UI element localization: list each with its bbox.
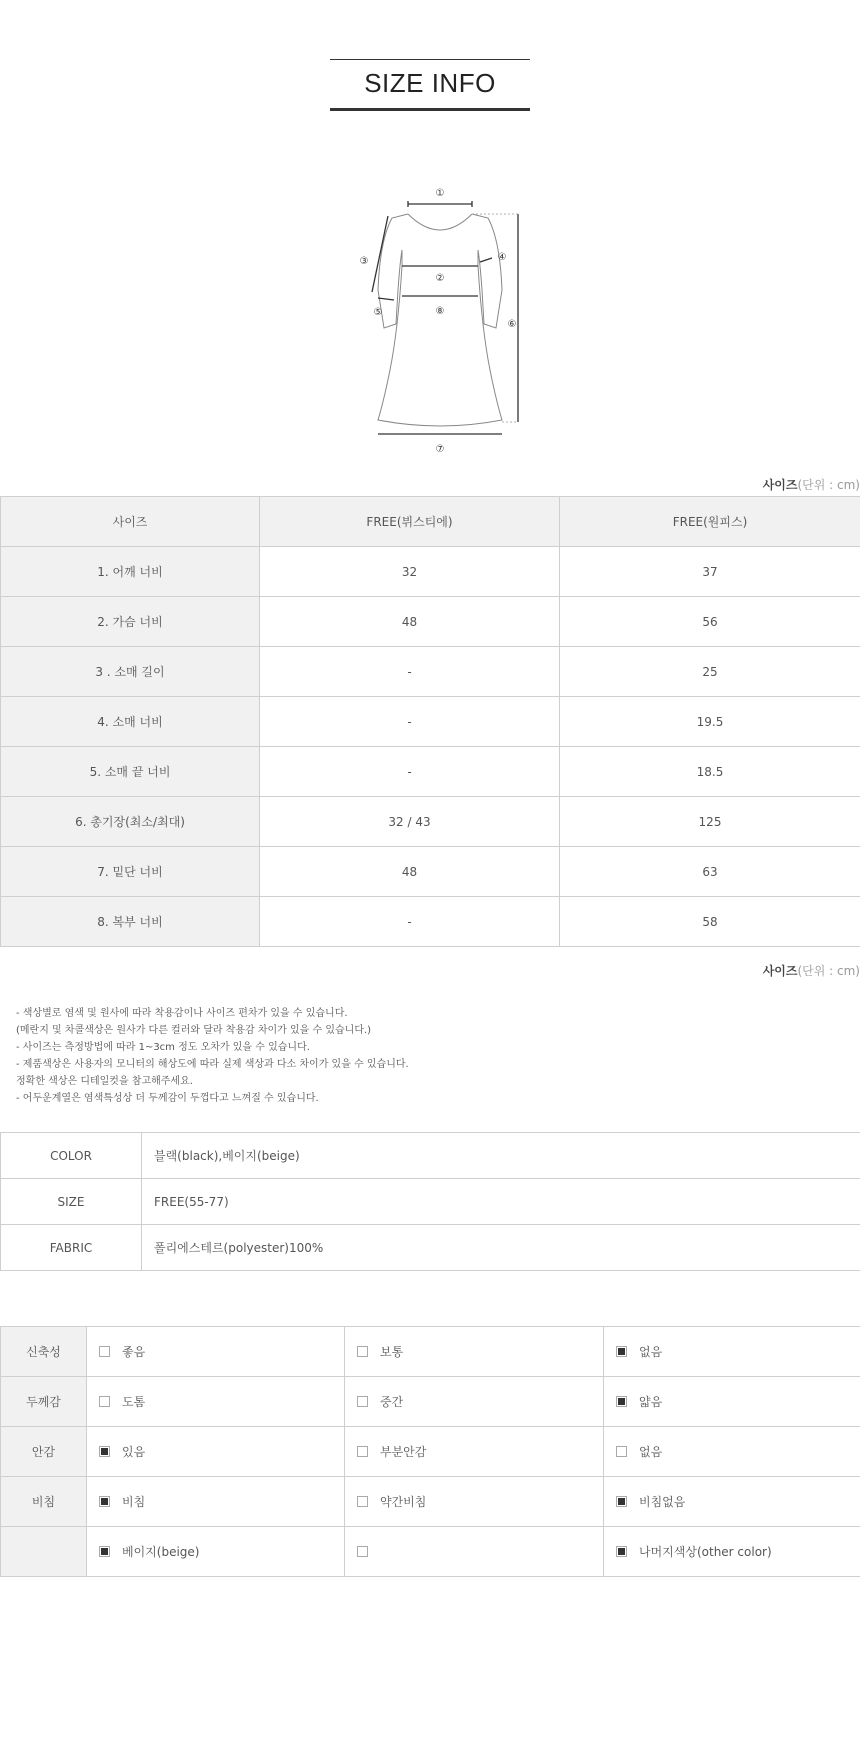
option-label: 중간 — [380, 1395, 404, 1409]
measure-name: 3 . 소매 길이 — [1, 647, 260, 697]
feel-key: 비침 — [1, 1477, 87, 1527]
note-line: - 제품색상은 사용자의 모니터의 해상도에 따라 실제 색상과 다소 차이가 있을 수 있습니다. — [16, 1059, 409, 1070]
size-notes — [16, 1005, 409, 1107]
option-label: 없음 — [639, 1445, 663, 1459]
feel-row — [1, 1377, 860, 1427]
product-info-table — [0, 1132, 860, 1271]
checkbox-icon — [357, 1396, 368, 1407]
table-row — [1, 797, 860, 847]
marker-2: ② — [435, 273, 445, 284]
feel-option — [345, 1377, 604, 1427]
measure-value: 48 — [260, 847, 560, 897]
measure-value: - — [260, 647, 560, 697]
option-label: 나머지색상(other color) — [639, 1545, 772, 1559]
measure-name: 4. 소매 너비 — [1, 697, 260, 747]
checkbox-icon — [616, 1446, 627, 1457]
feel-key: 신축성 — [1, 1327, 87, 1377]
fabric-feel-table — [0, 1326, 860, 1577]
checkbox-icon — [357, 1446, 368, 1457]
measure-name: 5. 소매 끝 너비 — [1, 747, 260, 797]
info-row-size — [1, 1179, 860, 1225]
option-label: 있음 — [122, 1445, 146, 1459]
unit-label-bold: 사이즈 — [762, 964, 798, 978]
feel-row — [1, 1527, 860, 1577]
feel-option — [87, 1327, 345, 1377]
table-row — [1, 747, 860, 797]
info-key: SIZE — [1, 1179, 142, 1225]
marker-7: ⑦ — [435, 444, 445, 455]
checkbox-icon — [616, 1546, 627, 1557]
size-info-header — [330, 59, 530, 111]
measure-name: 2. 가슴 너비 — [1, 597, 260, 647]
option-label: 약간비침 — [380, 1495, 427, 1509]
checkbox-icon — [616, 1396, 627, 1407]
info-row-fabric — [1, 1225, 860, 1271]
measure-value: 19.5 — [560, 697, 860, 747]
marker-4: ④ — [497, 252, 507, 263]
feel-row — [1, 1427, 860, 1477]
info-value: 블랙(black),베이지(beige) — [142, 1133, 860, 1179]
measure-sleeve-width-line — [480, 258, 492, 262]
size-header-cell: FREE(뷔스티에) — [260, 497, 560, 547]
note-line: 정확한 색상은 디테일컷을 참고해주세요. — [16, 1076, 193, 1087]
feel-option — [345, 1427, 604, 1477]
feel-key — [1, 1527, 87, 1577]
feel-option — [604, 1427, 860, 1477]
feel-option — [604, 1527, 860, 1577]
checkbox-icon — [357, 1346, 368, 1357]
feel-option — [345, 1327, 604, 1377]
measure-value: 48 — [260, 597, 560, 647]
table-row — [1, 697, 860, 747]
checkbox-icon — [616, 1346, 627, 1357]
size-table — [0, 496, 860, 947]
checkbox-icon — [357, 1546, 368, 1557]
note-line: - 사이즈는 측정방법에 따라 1~3cm 정도 오차가 있을 수 있습니다. — [16, 1042, 310, 1053]
marker-6: ⑥ — [507, 319, 517, 330]
feel-option — [87, 1377, 345, 1427]
info-value: FREE(55-77) — [142, 1179, 860, 1225]
size-header-cell: 사이즈 — [1, 497, 260, 547]
feel-option — [345, 1477, 604, 1527]
info-value: 폴리에스테르(polyester)100% — [142, 1225, 860, 1271]
measure-value: 125 — [560, 797, 860, 847]
option-label: 베이지(beige) — [122, 1545, 200, 1559]
measure-value: 18.5 — [560, 747, 860, 797]
measure-value: 37 — [560, 547, 860, 597]
note-line: - 어두운계열은 염색특성상 더 두께감이 두껍다고 느껴질 수 있습니다. — [16, 1093, 319, 1104]
marker-1: ① — [435, 188, 445, 199]
unit-label-rest: (단위 : cm) — [797, 478, 860, 492]
checkbox-icon — [99, 1546, 110, 1557]
feel-option — [345, 1527, 604, 1577]
checkbox-icon — [99, 1346, 110, 1357]
option-label: 좋음 — [122, 1345, 146, 1359]
table-row — [1, 897, 860, 947]
measure-name: 1. 어깨 너비 — [1, 547, 260, 597]
measure-value: 56 — [560, 597, 860, 647]
note-line: (메란지 및 차콜색상은 원사가 다른 컬러와 달라 착용감 차이가 있을 수 있습니다.) — [16, 1025, 372, 1036]
option-label: 보통 — [380, 1345, 404, 1359]
measure-value: 58 — [560, 897, 860, 947]
feel-option — [604, 1477, 860, 1527]
dress-diagram — [350, 180, 530, 460]
unit-label-bold: 사이즈 — [762, 478, 798, 492]
measure-value: - — [260, 897, 560, 947]
feel-row — [1, 1477, 860, 1527]
checkbox-icon — [616, 1496, 627, 1507]
marker-5: ⑤ — [373, 307, 383, 318]
feel-option — [604, 1327, 860, 1377]
unit-label-bottom — [560, 962, 860, 979]
size-table-header-row — [1, 497, 860, 547]
info-key: FABRIC — [1, 1225, 142, 1271]
checkbox-icon — [99, 1496, 110, 1507]
table-row — [1, 847, 860, 897]
unit-label-rest: (단위 : cm) — [797, 964, 860, 978]
checkbox-icon — [99, 1396, 110, 1407]
measure-value: 32 / 43 — [260, 797, 560, 847]
size-header-cell: FREE(원피스) — [560, 497, 860, 547]
measure-value: 32 — [260, 547, 560, 597]
option-label: 비침 — [122, 1495, 146, 1509]
note-line: - 색상별로 염색 및 원사에 따라 착용감이나 사이즈 편차가 있을 수 있습니다. — [16, 1008, 348, 1019]
table-row — [1, 547, 860, 597]
measure-cuff-line — [378, 298, 394, 300]
measure-value: 63 — [560, 847, 860, 897]
table-row — [1, 597, 860, 647]
marker-8: ⑧ — [435, 306, 445, 317]
checkbox-icon — [99, 1446, 110, 1457]
feel-option — [87, 1477, 345, 1527]
checkbox-icon — [357, 1496, 368, 1507]
feel-option — [87, 1427, 345, 1477]
feel-key: 두께감 — [1, 1377, 87, 1427]
feel-key: 안감 — [1, 1427, 87, 1477]
measure-sleeve-length-line — [372, 216, 388, 292]
option-label: 비침없음 — [639, 1495, 686, 1509]
page-title: SIZE INFO — [364, 68, 496, 98]
feel-option — [604, 1377, 860, 1427]
table-row — [1, 647, 860, 697]
option-label: 도톰 — [122, 1395, 146, 1409]
option-label: 없음 — [639, 1345, 663, 1359]
unit-label-top — [560, 476, 860, 493]
feel-option — [87, 1527, 345, 1577]
option-label: 부분안감 — [380, 1445, 427, 1459]
info-key: COLOR — [1, 1133, 142, 1179]
measure-name: 6. 총기장(최소/최대) — [1, 797, 260, 847]
marker-3: ③ — [359, 256, 369, 267]
measure-name: 7. 밑단 너비 — [1, 847, 260, 897]
measure-value: - — [260, 697, 560, 747]
option-label: 얇음 — [639, 1395, 663, 1409]
measure-value: 25 — [560, 647, 860, 697]
measure-value: - — [260, 747, 560, 797]
feel-row — [1, 1327, 860, 1377]
info-row-color — [1, 1133, 860, 1179]
measure-name: 8. 복부 너비 — [1, 897, 260, 947]
